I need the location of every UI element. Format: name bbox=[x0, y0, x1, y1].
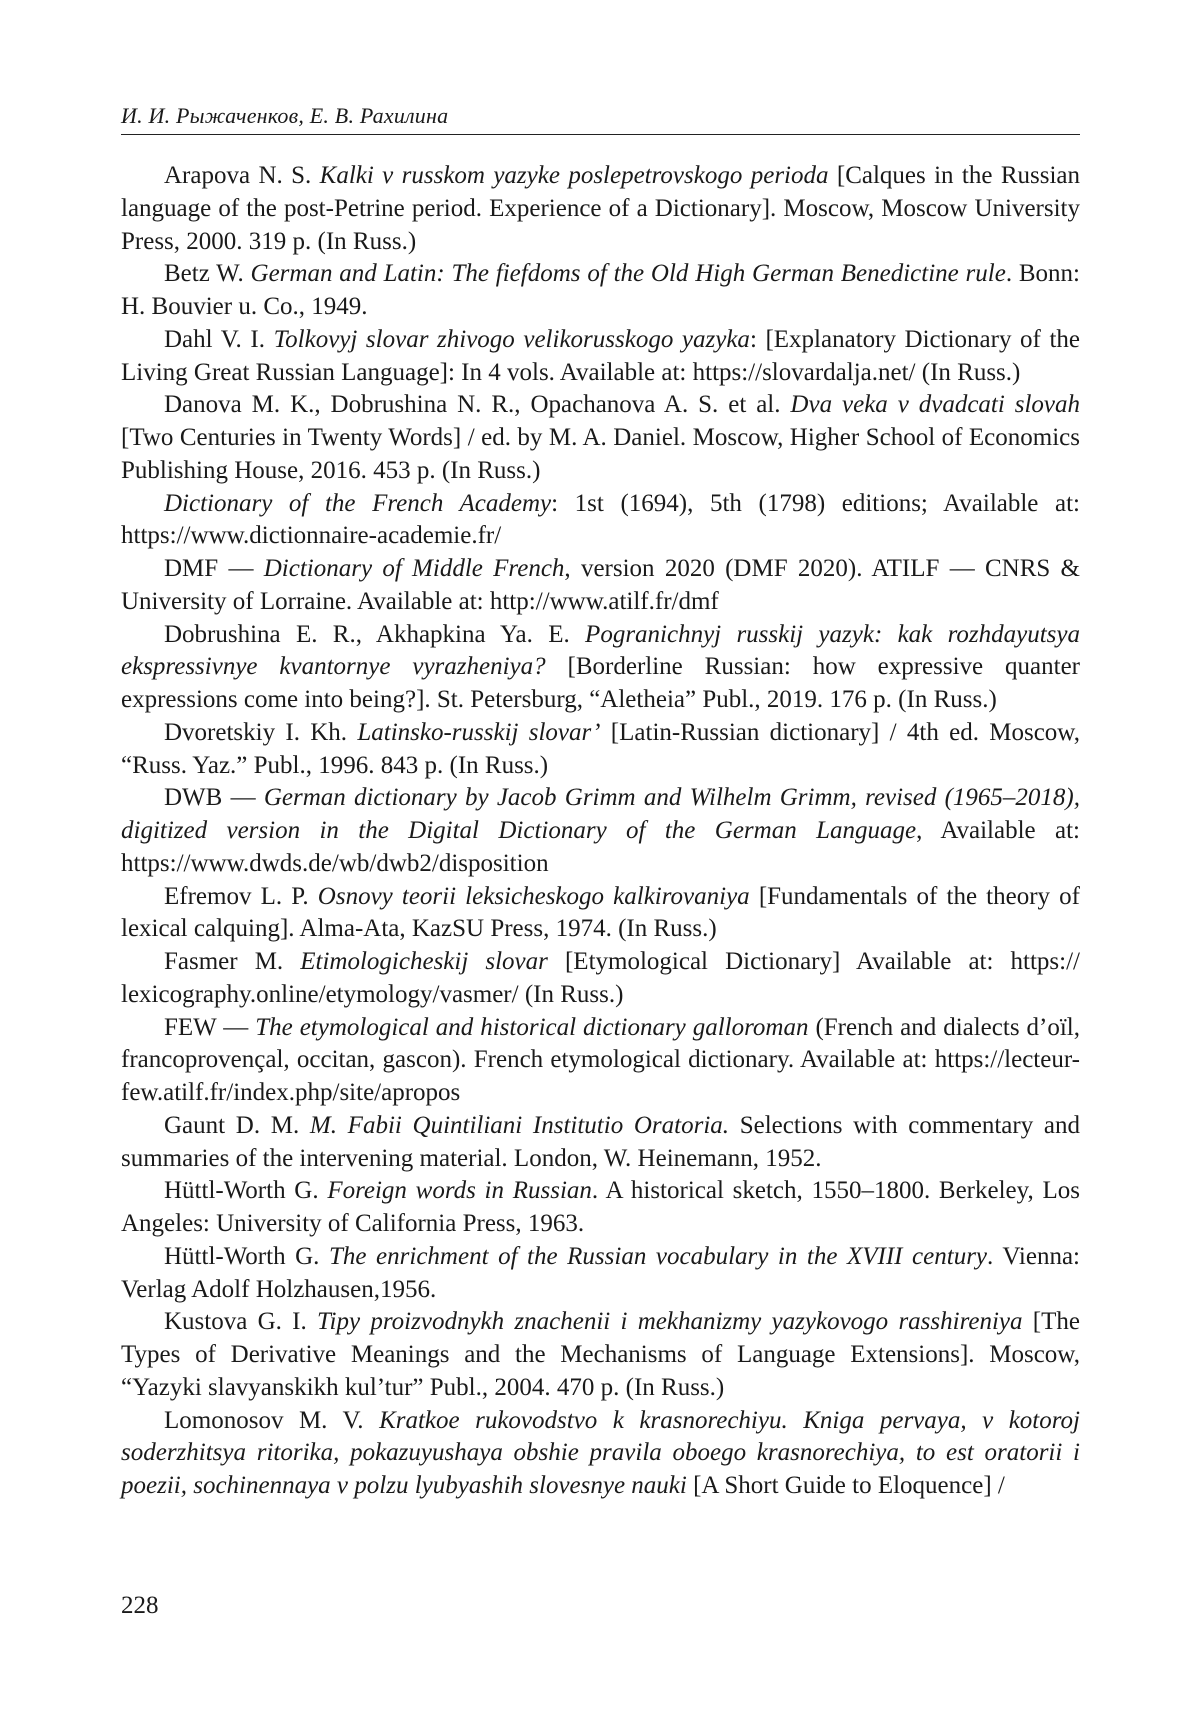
reference-entry bbox=[121, 160, 1080, 258]
reference-title: Tipy proizvodnykh znachenii i mekhanizmy yazykovogo rasshireniya bbox=[317, 1308, 1023, 1336]
reference-details: (French and dialects d’oïl, francoprovençal, occitan, gascon). French etymological dictionary. Available at: https://lecteur-few.atilf.fr/index.php/site/apropos bbox=[121, 1013, 1080, 1106]
reference-entry bbox=[121, 389, 1080, 487]
reference-details: [Two Centuries in Twenty Words] / ed. by M. A. Daniel. Moscow, Higher School of Economics Publishing House, 2016. 453 p. (In Russ.) bbox=[121, 424, 1080, 484]
reference-entry bbox=[121, 553, 1080, 619]
reference-entry bbox=[121, 1012, 1080, 1110]
reference-authors: Fasmer M. bbox=[164, 948, 301, 975]
reference-details: : 1st (1694), 5th (1798) editions; Available at: https://www.dictionnaire-academie.fr/ bbox=[121, 489, 1080, 550]
reference-title: The etymological and historical dictionary galloroman bbox=[255, 1013, 809, 1041]
reference-entry bbox=[121, 1175, 1080, 1241]
reference-details: [The Types of Derivative Meanings and the Mechanisms of Language Extensions]. Moscow, “Yazyki slavyanskikh kul’tur” Publ., 2004. 470 p. (In Russ.) bbox=[121, 1308, 1080, 1401]
reference-title: German and Latin: The fiefdoms of the Old High German Benedictine rule bbox=[250, 260, 1006, 288]
reference-authors: Kustova G. I. bbox=[164, 1308, 318, 1336]
reference-list bbox=[121, 160, 1080, 1503]
reference-title: The enrichment of the Russian vocabulary in the XVIII century bbox=[329, 1242, 988, 1270]
reference-entry bbox=[121, 782, 1080, 880]
reference-details: . Vienna: Verlag Adolf Holzhausen,1956. bbox=[121, 1242, 1081, 1303]
reference-details: Selections with commentary and summaries of the intervening material. London, W. Heinemann, 1952. bbox=[121, 1111, 1080, 1172]
reference-title: Foreign words in Russian bbox=[327, 1177, 592, 1205]
reference-entry bbox=[121, 488, 1080, 554]
reference-authors: DMF — bbox=[164, 555, 264, 582]
reference-details: , Available at: https://www.dwds.de/wb/dwb2/disposition bbox=[121, 817, 1080, 877]
reference-title: Kratkoe rukovodstvo k krasnorechiyu. Kniga pervaya, v kotoroj soderzhitsya ritorika, pokazuyushaya obshie pravila oboego krasnorechiya, to est oratorii i poezii, sochinennaya v polzu lyubyashih slovesnye nauki bbox=[121, 1406, 1080, 1499]
reference-title: Kalki v russkom yazyke poslepetrovskogo perioda bbox=[319, 162, 829, 189]
reference-entry bbox=[121, 619, 1080, 717]
reference-title: M. Fabii Quintiliani Institutio Oratoria. bbox=[309, 1111, 730, 1139]
header-divider bbox=[121, 134, 1080, 135]
reference-details: , version 2020 (DMF 2020). ATILF — CNRS & University of Lorraine. Available at: http://www.atilf.fr/dmf bbox=[121, 555, 1080, 615]
reference-title: Dva veka v dvadcati slovah bbox=[790, 391, 1081, 419]
reference-authors: Dobrushina E. R., Akhapkina Ya. E. bbox=[164, 620, 586, 648]
reference-entry bbox=[121, 881, 1080, 947]
reference-entry bbox=[121, 1241, 1080, 1307]
reference-details: [Latin-Russian dictionary] / 4th ed. Moscow, “Russ. Yaz.” Publ., 1996. 843 p. (In Russ.) bbox=[121, 718, 1080, 779]
reference-title: Pogranichnyj russkij yazyk: kak rozhdayutsya ekspressivnye kvantornye vyrazheniya? bbox=[121, 620, 1080, 681]
reference-details: . Bonn: H. Bouvier u. Co., 1949. bbox=[121, 260, 1081, 320]
reference-authors: FEW — bbox=[164, 1013, 256, 1041]
reference-details: . A historical sketch, 1550–1800. Berkeley, Los Angeles: University of California Press, 1963. bbox=[121, 1177, 1080, 1237]
reference-title: Dictionary of the French Academy bbox=[164, 489, 552, 517]
reference-authors: Efremov L. P. bbox=[164, 882, 318, 910]
reference-details: [Borderline Russian: how expressive quanter expressions come into being?]. St. Petersburg, “Aletheia” Publ., 2019. 176 p. (In Russ.) bbox=[121, 653, 1081, 713]
reference-details: [Calques in the Russian language of the post-Petrine period. Experience of a Dictionary]. Moscow, Moscow University Press, 2000. 319 p. (In Russ.) bbox=[121, 162, 1080, 255]
reference-title: Tolkovyj slovar zhivogo velikorusskogo yazyka bbox=[273, 325, 750, 353]
reference-title: German dictionary by Jacob Grimm and Wilhelm Grimm, revised (1965–2018), digitized version in the Digital Dictionary of the German Language bbox=[121, 784, 1080, 844]
reference-title: Osnovy teorii leksicheskogo kalkirovaniya bbox=[317, 882, 750, 910]
reference-details: [Fundamentals of the theory of lexical calquing]. Alma-Ata, KazSU Press, 1974. (In Russ.) bbox=[121, 882, 1080, 943]
reference-entry bbox=[121, 946, 1080, 1012]
reference-authors: Hüttl-Worth G. bbox=[164, 1177, 328, 1205]
page-number: 228 bbox=[121, 1592, 159, 1619]
reference-authors: Dvoretskiy I. Kh. bbox=[164, 718, 358, 746]
reference-entry bbox=[121, 258, 1080, 324]
reference-authors: Danova M. K., Dobrushina N. R., Opachanova A. S. et al. bbox=[164, 391, 791, 419]
reference-entry bbox=[121, 717, 1080, 783]
reference-authors: Lomonosov M. V. bbox=[164, 1406, 380, 1434]
reference-details: : [Explanatory Dictionary of the Living Great Russian Language]: In 4 vols. Available at: https://slovardalja.net/ (In Russ.) bbox=[121, 325, 1080, 386]
reference-entry bbox=[121, 1405, 1080, 1503]
reference-authors: Dahl V. I. bbox=[164, 325, 274, 353]
reference-details: [Etymological Dictionary] Available at: https:// lexicography.online/etymology/vasmer/ (In Russ.) bbox=[121, 948, 1080, 1008]
running-header: И. И. Рыжаченков, Е. В. Рахилина bbox=[121, 103, 449, 128]
reference-authors: Arapova N. S. bbox=[164, 162, 320, 189]
reference-authors: Betz W. bbox=[164, 260, 251, 288]
reference-entry bbox=[121, 1306, 1080, 1404]
reference-entry bbox=[121, 324, 1080, 390]
reference-authors: Hüttl-Worth G. bbox=[164, 1242, 329, 1270]
reference-authors: DWB — bbox=[164, 784, 264, 812]
reference-title: Latinsko-russkij slovar’ bbox=[357, 718, 601, 746]
reference-title: Etimologicheskij slovar bbox=[300, 948, 548, 975]
reference-entry bbox=[121, 1110, 1080, 1176]
reference-title: Dictionary of Middle French bbox=[263, 555, 565, 582]
reference-authors: Gaunt D. M. bbox=[164, 1111, 310, 1139]
reference-details: [A Short Guide to Eloquence] / bbox=[686, 1472, 1005, 1499]
